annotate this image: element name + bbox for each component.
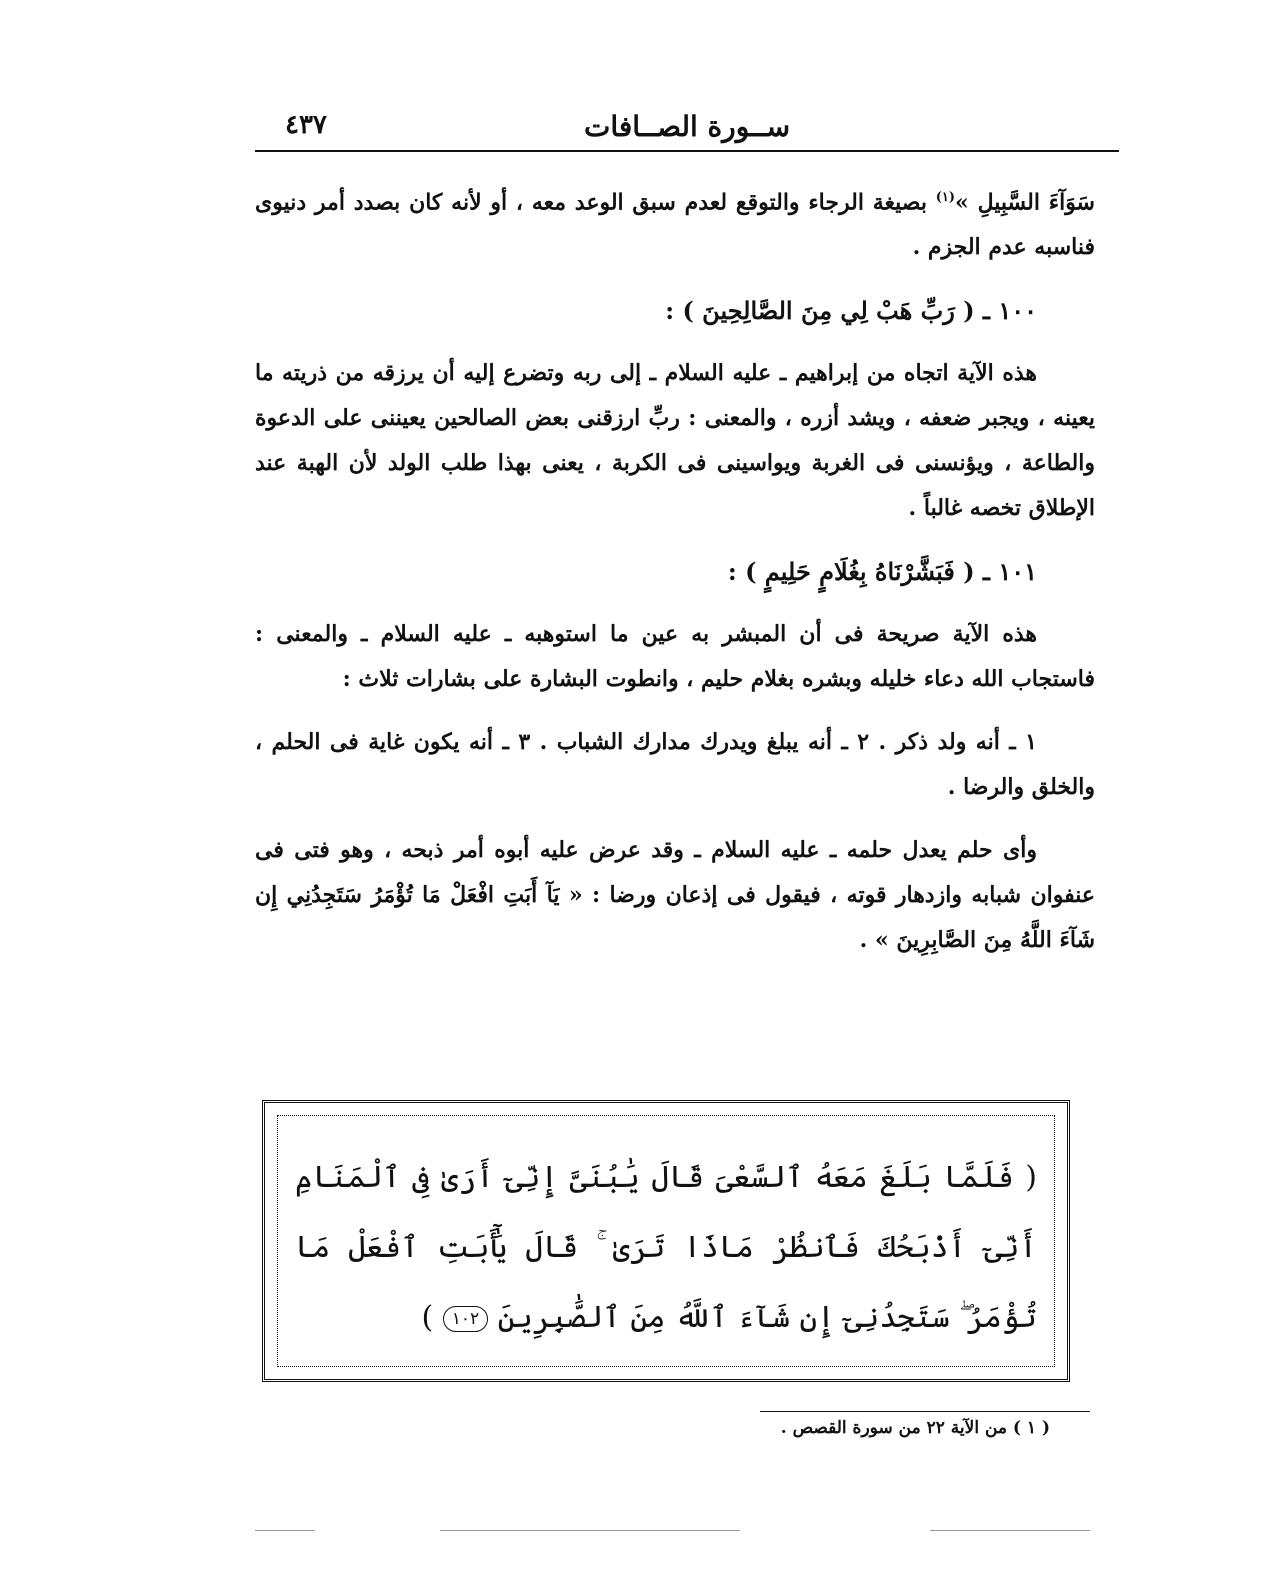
paragraph-text: بصيغة الرجاء والتوقع لعدم سبق الوعد معه ، أو لأنه كان بصدد أمر دنيوى فناسبه عدم الجزم . [255, 189, 1095, 261]
quran-verse-text [295, 1143, 1037, 1353]
paragraph-three-glad-tidings: ١ ـ أنه ولد ذكر . ٢ ـ أنه يبلغ ويدرك مدارك الشباب . ٣ ـ أنه يكون غاية فى الحلم ، والخلق والرضا . [255, 729, 1095, 801]
footnote-rule [760, 1411, 1090, 1412]
verse-heading-100: ١٠٠ ـ ( رَبِّ هَبْ لِي مِنَ الصَّالِحِينَ ) : [665, 296, 1037, 326]
paragraph-verse-100: هذه الآية اتجاه من إبراهيم ـ عليه السلام ـ إلى ربه وتضرع إليه أن يرزقه من ذريته ما يعينه ، ويجبر ضعفه ، ويشد أزره ، والمعنى : ربِّ ارزقنى بعض الصالحين يعيننى على الدعوة والطاعة ، ويؤنسنى فى الغربة ويواسينى فى الكربة ، يعنى بهذا طلب الولد لأن الهبة عند الإطلاق تخصه غالباً . [255, 360, 1095, 522]
scan-artifact-line [255, 1530, 315, 1531]
page-header [255, 110, 1119, 150]
paragraph-verse-101: هذه الآية صريحة فى أن المبشر به عين ما استوهبه ـ عليه السلام ـ والمعنى : فاستجاب الله دعاء خليله وبشره بغلام حليم ، وانطوت البشارة على بشارات ثلاث : [255, 621, 1095, 693]
quran-verse-frame [262, 1100, 1070, 1382]
paragraph-continuation [255, 175, 1095, 270]
verse-heading-101: ١٠١ ـ ( فَبَشَّرْنَاهُ بِغُلَامٍ حَلِيمٍ ) : [727, 557, 1037, 587]
verse-text: ( فَلَمَّا بَلَغَ مَعَهُ ٱلسَّعْىَ قَالَ يَٰبُنَىَّ إِنِّىٓ أَرَىٰ فِى ٱلْمَنَامِ أَنِّىٓ أَذْبَحُكَ فَٱنظُرْ مَاذَا تَرَىٰ ۚ قَالَ يَٰٓأَبَتِ ٱفْعَلْ مَا تُؤْمَرُ ۖ سَتَجِدُنِىٓ إِن شَآءَ ٱللَّهُ مِنَ ٱلصَّٰبِرِينَ [295, 1160, 1037, 1335]
page-number: ٤٣٧ [285, 110, 327, 140]
commentary-body [255, 175, 1095, 981]
scan-artifact-line [930, 1530, 1090, 1531]
surah-title: ســورة الصــافات [583, 110, 791, 143]
quoted-phrase: سَوَآءَ السَّبِيلِ » [955, 189, 1095, 216]
footnote-ref: (١) [935, 190, 956, 205]
scan-artifact-line [440, 1530, 740, 1531]
paragraph-forbearance: وأى حلم يعدل حلمه ـ عليه السلام ـ وقد عرض عليه أبوه أمر ذبحه ، وهو فتى فى عنفوان شبابه وازدهار قوته ، فيقول فى إذعان ورضا : « يَآ أَبَتِ افْعَلْ مَا تُؤْمَرُ سَتَجِدُنِي إِن شَآءَ اللَّهُ مِنَ الصَّابِرِينَ » . [255, 837, 1095, 954]
footnote: ( ١ ) من الآية ٢٢ من سورة القصص . [780, 1418, 1050, 1438]
ayah-number-marker: ١٠٢ [443, 1306, 488, 1332]
verse-close-bracket: ) [421, 1300, 443, 1335]
header-rule [255, 150, 1119, 152]
